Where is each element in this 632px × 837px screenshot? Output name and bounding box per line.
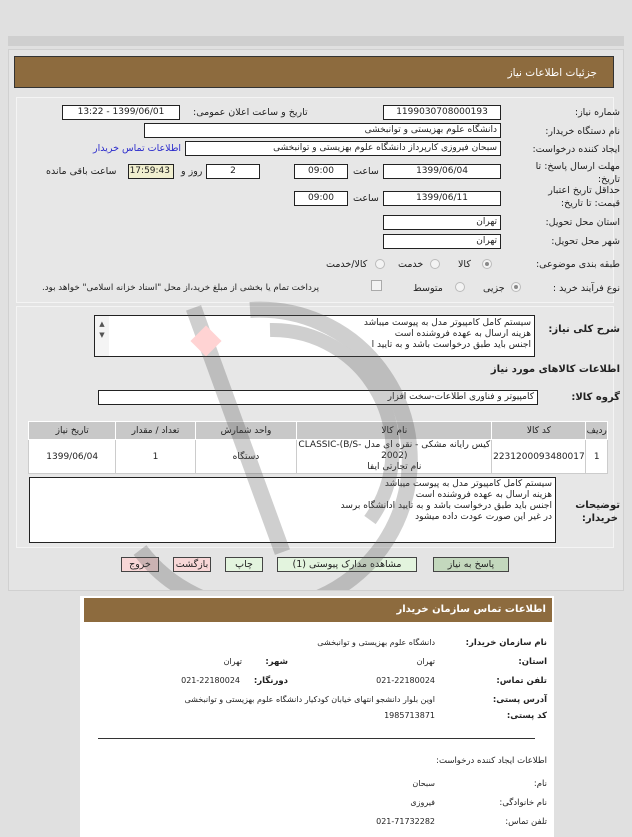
contact-address-label: آدرس پستی: xyxy=(492,695,547,705)
process-option-minor: جزیی xyxy=(483,283,505,294)
category-radio-goods-service[interactable] xyxy=(375,259,385,269)
col-unit: واحد شمارش xyxy=(195,422,297,440)
validity-time-field[interactable]: 09:00 xyxy=(294,191,348,206)
description-label: شرح کلی نیاز: xyxy=(548,324,620,335)
goods-section-title: اطلاعات کالاهای مورد نیاز xyxy=(490,364,620,375)
category-radio-service[interactable] xyxy=(430,259,440,269)
city-field[interactable]: تهران xyxy=(383,234,501,249)
page-title: جزئیات اطلاعات نیاز xyxy=(507,67,597,79)
contact-city-label: شهر: xyxy=(265,657,288,667)
category-label: طبقه بندی موضوعی: xyxy=(535,259,620,270)
time-remaining-label: ساعت باقی مانده xyxy=(46,166,117,177)
goods-table-header xyxy=(29,422,608,440)
buyer-contact-card xyxy=(80,596,554,837)
contact-postal-label: کد پستی: xyxy=(506,711,547,721)
contact-address-value: اوین بلوار دانشجو انتهای خیابان کودکیار دانشگاه علوم بهزیستی و توانبخشی xyxy=(184,695,435,704)
contact-fax-value: 021-22180024 xyxy=(181,676,240,685)
process-radio-medium[interactable] xyxy=(455,282,465,292)
province-field[interactable]: تهران xyxy=(383,215,501,230)
creator-phone-value: 021-71732282 xyxy=(376,817,435,826)
validity-label-2: قیمت: تا تاریخ: xyxy=(560,198,620,209)
buyer-notes-textarea[interactable]: سیستم کامل کامپیوتر مدل به پیوست میباشد هزینه ارسال به عهده فروشنده است اجنس باید طبق درخواست باشد و به تایید ادانشگاه برسد در غیر این صورت عودت داده میشود xyxy=(29,477,556,543)
city-label: شهر محل تحویل: xyxy=(551,236,620,247)
contact-title: اطلاعات تماس سازمان خریدار xyxy=(396,604,546,615)
category-option-goods: کالا xyxy=(458,259,471,270)
province-label: استان محل تحویل: xyxy=(545,217,620,228)
col-row: ردیف xyxy=(586,422,608,440)
description-textarea[interactable]: ▲ ▼ سیستم کامل کامپیوتر مدل به پیوست میباشد هزینه ارسال به عهده فروشنده است اجنس باید طبق درخواست باشد و به تایید ا xyxy=(94,315,535,357)
deadline-date-field[interactable]: 1399/06/04 xyxy=(383,164,501,179)
validity-time-label: ساعت xyxy=(353,193,379,204)
creator-first-name-label: نام: xyxy=(533,779,547,789)
cell-date: 1399/06/04 xyxy=(29,440,116,474)
buyer-org-field[interactable]: دانشگاه علوم بهزیستی و توانبخشی xyxy=(144,123,501,138)
deadline-time-label: ساعت xyxy=(353,166,379,177)
category-option-goods-service: کالا/خدمت xyxy=(326,259,368,270)
validity-label: حداقل تاریخ اعتبار xyxy=(548,185,620,196)
description-scrollbar[interactable]: ▲ ▼ xyxy=(95,316,109,356)
days-remaining-field[interactable]: 2 xyxy=(206,164,260,179)
contact-province-label: استان: xyxy=(518,657,547,667)
contact-city-value: تهران xyxy=(223,657,242,666)
process-radio-minor[interactable] xyxy=(511,282,521,292)
buyer-contact-link[interactable]: اطلاعات تماس خریدار xyxy=(93,143,182,154)
time-remaining-timer: 17:59:43 xyxy=(128,164,174,179)
col-code: کد کالا xyxy=(492,422,586,440)
print-button[interactable]: چاپ xyxy=(225,557,263,572)
view-attachments-button[interactable]: مشاهده مدارک پیوستی (1) xyxy=(277,557,417,572)
deadline-label: مهلت ارسال پاسخ: تا xyxy=(535,161,620,172)
buyer-notes-label-2: خریدار: xyxy=(581,513,618,524)
validity-date-field[interactable]: 1399/06/11 xyxy=(383,191,501,206)
creator-first-name-value: سبحان xyxy=(412,779,435,788)
col-name: نام کالا xyxy=(297,422,492,440)
page-header xyxy=(14,56,614,88)
cell-name: کیس رایانه مشکی - نقره ای مدل CLASSIC-(B/S-2002) نام تجارتی ایفا xyxy=(298,440,491,472)
contact-org-value: دانشگاه علوم بهزیستی و توانبخشی xyxy=(317,638,435,647)
contact-org-label: نام سازمان خریدار: xyxy=(465,638,547,648)
creator-label: ایجاد کننده درخواست: xyxy=(532,144,620,155)
exit-button[interactable]: خروج xyxy=(121,557,159,572)
cell-unit: دستگاه xyxy=(195,440,297,474)
deadline-time-field[interactable]: 09:00 xyxy=(294,164,348,179)
buyer-notes-label: توضیحات xyxy=(575,500,620,511)
col-date: تاریخ نیاز xyxy=(29,422,116,440)
need-number-field[interactable]: 1199030708000193 xyxy=(383,105,501,120)
process-label: نوع فرآیند خرید : xyxy=(552,283,620,294)
need-number-label: شماره نیاز: xyxy=(574,107,620,118)
process-option-medium: متوسط xyxy=(413,283,443,294)
creator-last-name-label: نام خانوادگی: xyxy=(499,798,547,808)
cell-code: 2231200093480017 xyxy=(492,440,586,474)
contact-divider xyxy=(98,738,535,739)
creator-last-name-value: فیروزی xyxy=(410,798,435,807)
contact-postal-value: 1985713871 xyxy=(384,711,435,720)
deadline-label-2: تاریخ: xyxy=(597,174,620,185)
contact-province-value: تهران xyxy=(416,657,435,666)
creator-field[interactable]: سبحان فیروزی کارپرداز دانشگاه علوم بهزیستی و توانبخشی xyxy=(185,141,501,156)
contact-fax-label: دورنگار: xyxy=(253,676,288,686)
buyer-org-label: نام دستگاه خریدار: xyxy=(545,126,620,137)
category-option-service: خدمت xyxy=(398,259,424,270)
category-radio-goods[interactable] xyxy=(482,259,492,269)
cell-row: 1 xyxy=(586,440,608,474)
contact-header xyxy=(84,598,552,622)
goods-table xyxy=(28,421,608,474)
top-divider xyxy=(8,36,624,46)
treasury-checkbox[interactable] xyxy=(371,280,382,291)
goods-group-label: گروه کالا: xyxy=(571,392,620,403)
cell-qty: 1 xyxy=(116,440,195,474)
contact-phone-label: تلفن تماس: xyxy=(496,676,547,686)
treasury-note: پرداخت تمام یا بخشی از مبلغ خرید،از محل "اسناد خزانه اسلامی" خواهد بود. xyxy=(42,283,320,293)
reply-button[interactable]: پاسخ به نیاز xyxy=(433,557,509,572)
creator-phone-label: تلفن تماس: xyxy=(505,817,547,827)
goods-group-field[interactable]: کامپیوتر و فناوری اطلاعات-سخت افزار xyxy=(98,390,538,405)
days-and-label: روز و xyxy=(181,166,203,177)
col-qty: تعداد / مقدار xyxy=(116,422,195,440)
announce-date-label: تاریخ و ساعت اعلان عمومی: xyxy=(193,107,308,118)
contact-phone-value: 021-22180024 xyxy=(376,676,435,685)
back-button[interactable]: بازگشت xyxy=(173,557,211,572)
creator-section-label: اطلاعات ایجاد کننده درخواست: xyxy=(436,756,547,766)
announce-date-field[interactable]: 1399/06/01 - 13:22 xyxy=(62,105,180,120)
table-row xyxy=(29,440,608,474)
